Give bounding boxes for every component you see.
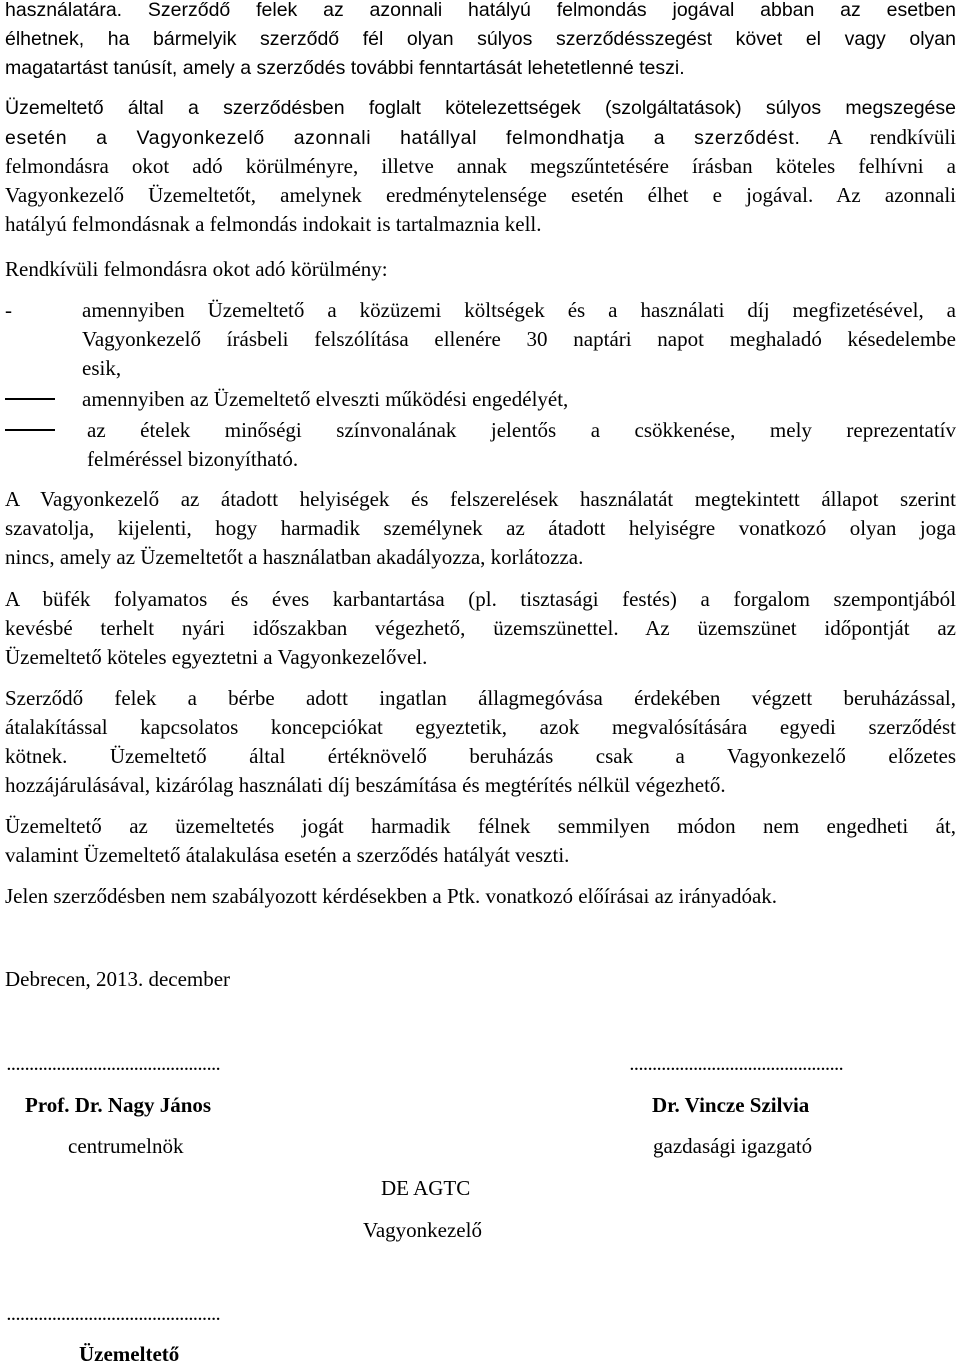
text-line: A Vagyonkezelő az átadott helyiségek és felszerelések használatát megtekintett állapot szerint [5, 487, 956, 511]
paragraph-maintenance [5, 585, 956, 672]
text-segment: A rendkívüli [827, 125, 956, 149]
dash-marker [5, 416, 55, 445]
text-line: A büfék folyamatos és éves karbantartása (pl. tisztasági festés) a forgalom szempontjából [5, 587, 956, 611]
list-item [5, 416, 956, 474]
signatory-title-left: centrumelnök [68, 1134, 184, 1158]
text-line: valamint Üzemeltető átalakulása esetén a szerződés hatályát veszti. [5, 843, 570, 867]
text-line: kevésbé terhelt nyári időszakban végezhető, üzemszünettel. Az üzemszünet időpontját az [5, 616, 956, 640]
text-line: Üzemeltető köteles egyeztetni a Vagyonkezelővel. [5, 645, 428, 669]
organization-name: DE AGTC [381, 1176, 471, 1200]
organization-role: Vagyonkezelő [363, 1218, 482, 1242]
text-line: Üzemeltető által a szerződésben foglalt kötelezettségek (szolgáltatások) súlyos megszegése [5, 97, 956, 119]
dash-marker [5, 385, 55, 414]
text-line: Debrecen, 2013. december [5, 967, 231, 991]
text-line: az ételek minőségi színvonalának jelentős a csökkenése, mely reprezentatív [87, 418, 956, 442]
signature-line-right: ............................................... [630, 1058, 844, 1074]
text-line: magatartást tanúsít, amely a szerződés további fenntartását lehetetlenné teszi. [5, 57, 685, 79]
text-line: élhetnek, ha bármelyik szerződő fél olyan súlyos szerződésszegést követ el vagy olyan [5, 28, 956, 50]
text-line: Jelen szerződésben nem szabályozott kérdésekben a Ptk. vonatkozó előírásai az irányadóak. [5, 884, 778, 908]
text-line: Szerződő felek a bérbe adott ingatlan állagmegóvása érdekében végzett beruházással, [5, 686, 956, 710]
paragraph-ptk [5, 882, 956, 911]
text-segment: esetén a Vagyonkezelő azonnali hatállyal felmondhatja a szerződést. [5, 127, 801, 149]
text-line: esik, [82, 356, 122, 380]
signature-line-bottom: ............................................... [7, 1308, 221, 1324]
circumstance-list [5, 296, 956, 474]
list-item [5, 385, 956, 414]
paragraph-termination [5, 0, 956, 83]
signatory-name-bottom: Üzemeltető [79, 1342, 180, 1366]
paragraph-investment [5, 684, 956, 800]
signatory-title-right: gazdasági igazgató [653, 1134, 813, 1158]
paragraph-circumstances-heading [5, 255, 956, 284]
text-line: amennyiben az Üzemeltető elveszti működési engedélyét, [82, 387, 569, 411]
list-marker: - [5, 298, 12, 322]
paragraph-transfer [5, 812, 956, 870]
signature-line-left: ............................................... [7, 1058, 221, 1074]
text-line: hozzájárulásával, kizárólag használati díj beszámítása és megtérítés nélkül végezhető. [5, 773, 726, 797]
text-line: átalakítással kapcsolatos koncepciókat egyeztetik, azok megvalósítására egyedi szerződést [5, 715, 956, 739]
signatory-name-right: Dr. Vincze Szilvia [652, 1093, 810, 1117]
paragraph-breach [5, 94, 956, 239]
text-line: nincs, amely az Üzemeltetőt a használatban akadályozza, korlátozza. [5, 545, 584, 569]
list-item [5, 296, 956, 383]
text-line: hatályú felmondásnak a felmondás indokait is tartalmaznia kell. [5, 212, 542, 236]
place-date [5, 965, 956, 994]
text-line: szavatolja, kijelenti, hogy harmadik személynek az átadott helyiségre vonatkozó olyan joga [5, 516, 956, 540]
text-line [5, 123, 956, 152]
text-line: Üzemeltető az üzemeltetés jogát harmadik félnek semmilyen módon nem engedheti át, [5, 814, 956, 838]
signatory-name-left: Prof. Dr. Nagy János [25, 1093, 212, 1117]
text-line: használatára. Szerződő felek az azonnali hatályú felmondás jogával abban az esetben [5, 0, 956, 21]
text-line: felmondásra okot adó körülményre, illetve annak megszűntetésére írásban köteles felhívni a [5, 154, 956, 178]
text-line: kötnek. Üzemeltető által értéknövelő beruházás csak a Vagyonkezelő előzetes [5, 744, 956, 768]
text-line: amennyiben Üzemeltető a közüzemi költségek és a használati díj megfizetésével, a [82, 298, 956, 322]
text-line: felméréssel bizonyítható. [87, 447, 299, 471]
text-line: Vagyonkezelő írásbeli felszólítása ellenére 30 naptári napot meghaladó késedelembe [82, 327, 956, 351]
paragraph-premises-handover [5, 485, 956, 572]
text-line: Rendkívüli felmondásra okot adó körülmény: [5, 257, 388, 281]
text-line: Vagyonkezelő Üzemeltetőt, amelynek eredménytelensége esetén élhet e jogával. Az azonnali [5, 183, 956, 207]
